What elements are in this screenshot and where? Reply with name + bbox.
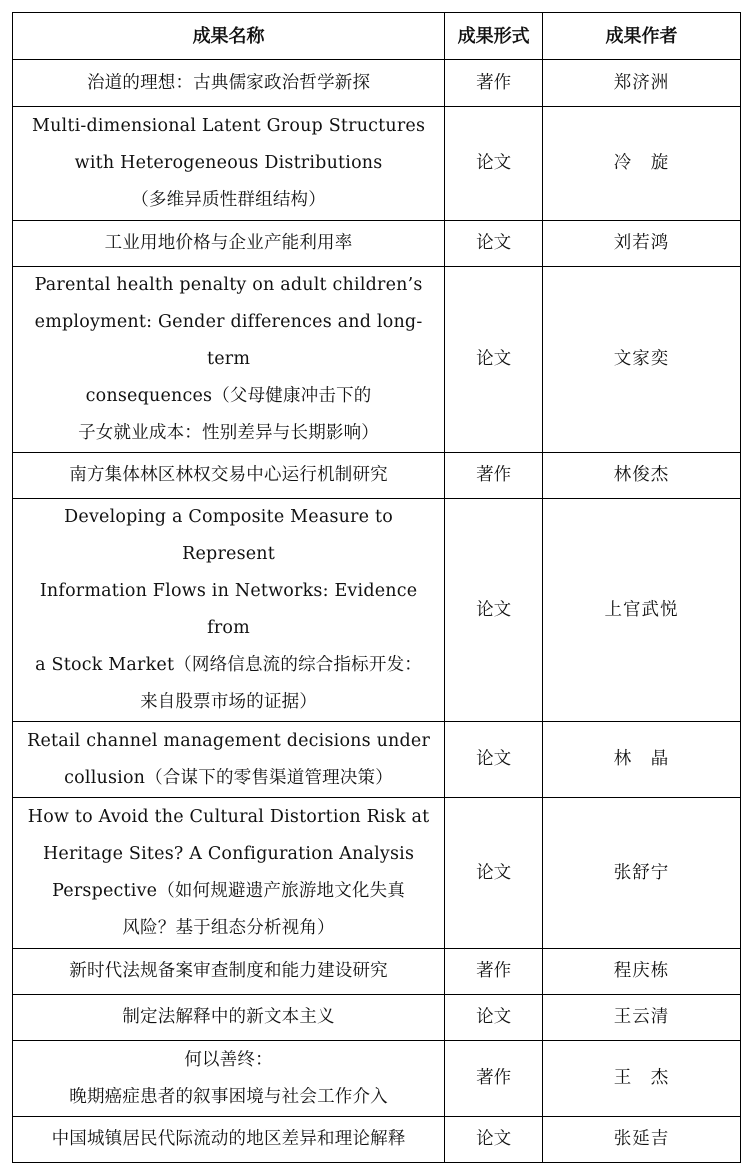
- result-author: 刘若鸿: [543, 221, 741, 267]
- result-title: [13, 267, 445, 453]
- result-title-line: employment: Gender differences and long-term: [34, 312, 423, 369]
- result-title-line: Developing a Composite Measure to Represent: [64, 507, 393, 564]
- result-form: 著作: [445, 1041, 543, 1117]
- result-title-line: consequences（父母健康冲击下的: [85, 386, 372, 406]
- result-title-line: 新时代法规备案审查制度和能力建设研究: [69, 961, 388, 981]
- result-author: 张舒宁: [543, 798, 741, 949]
- table-row: [13, 499, 741, 722]
- result-title-line: 风险？基于组态分析视角）: [122, 918, 335, 938]
- result-title: [13, 949, 445, 995]
- result-form: 著作: [445, 453, 543, 499]
- result-form: 论文: [445, 221, 543, 267]
- table-row: [13, 722, 741, 798]
- result-title: [13, 221, 445, 267]
- table-row: [13, 453, 741, 499]
- result-author: 程庆栋: [543, 949, 741, 995]
- result-title-line: 制定法解释中的新文本主义: [122, 1007, 335, 1027]
- table-row: [13, 949, 741, 995]
- result-title-line: 子女就业成本：性别差异与长期影响）: [78, 423, 380, 443]
- table-row: [13, 221, 741, 267]
- result-author: 林俊杰: [543, 453, 741, 499]
- result-author: 冷 旋: [543, 107, 741, 221]
- table-row: [13, 107, 741, 221]
- result-author: 上官武悦: [543, 499, 741, 722]
- result-title-line: collusion（合谋下的零售渠道管理决策）: [64, 767, 393, 788]
- result-author: 张延吉: [543, 1117, 741, 1163]
- result-form: 著作: [445, 60, 543, 107]
- result-title-line: 工业用地价格与企业产能利用率: [104, 233, 353, 253]
- result-form: 著作: [445, 949, 543, 995]
- header-author: 成果作者: [543, 13, 741, 60]
- result-title-line: Perspective（如何规避遗产旅游地文化失真: [52, 881, 406, 901]
- result-title: [13, 1117, 445, 1163]
- result-title-line: Heritage Sites? A Configuration Analysis: [42, 844, 415, 864]
- result-title-line: 何以善终：: [184, 1049, 273, 1070]
- header-form: 成果形式: [445, 13, 543, 60]
- result-title-line: with Heterogeneous Distributions: [74, 153, 383, 173]
- header-row: [13, 13, 741, 60]
- result-title-line: Information Flows in Networks: Evidence from: [39, 581, 418, 638]
- result-form: 论文: [445, 798, 543, 949]
- header-title: 成果名称: [13, 13, 445, 60]
- result-title-line: 治道的理想：古典儒家政治哲学新探: [86, 72, 371, 93]
- result-title-line: 晚期癌症患者的叙事困境与社会工作介入: [69, 1086, 388, 1107]
- result-form: 论文: [445, 499, 543, 722]
- table-row: [13, 60, 741, 107]
- table-row: [13, 995, 741, 1041]
- result-form: 论文: [445, 107, 543, 221]
- results-table: [12, 12, 741, 1163]
- result-form: 论文: [445, 267, 543, 453]
- result-title: [13, 453, 445, 499]
- table-row: [13, 267, 741, 453]
- table-body: [13, 60, 741, 1163]
- result-title-line: a Stock Market（网络信息流的综合指标开发：: [35, 655, 422, 675]
- result-title: [13, 60, 445, 107]
- table-row: [13, 798, 741, 949]
- result-author: 林 晶: [543, 722, 741, 798]
- result-title: [13, 1041, 445, 1117]
- result-author: 郑济洲: [543, 60, 741, 107]
- result-title: [13, 798, 445, 949]
- result-form: 论文: [445, 722, 543, 798]
- result-title-line: 南方集体林区林权交易中心运行机制研究: [69, 465, 388, 485]
- result-title: [13, 722, 445, 798]
- result-title-line: Parental health penalty on adult children’s: [34, 275, 423, 295]
- result-form: 论文: [445, 995, 543, 1041]
- table-row: [13, 1041, 741, 1117]
- result-title: [13, 995, 445, 1041]
- result-form: 论文: [445, 1117, 543, 1163]
- result-title-line: Retail channel management decisions under: [27, 730, 431, 751]
- result-title: [13, 107, 445, 221]
- result-author: 王 杰: [543, 1041, 741, 1117]
- result-title-line: 中国城镇居民代际流动的地区差异和理论解释: [51, 1129, 406, 1149]
- result-title-line: Multi-dimensional Latent Group Structures: [31, 116, 426, 136]
- result-author: 王云清: [543, 995, 741, 1041]
- result-author: 文家奕: [543, 267, 741, 453]
- result-title: [13, 499, 445, 722]
- result-title-line: （多维异质性群组结构）: [131, 190, 326, 210]
- result-title-line: 来自股票市场的证据）: [140, 692, 318, 712]
- table-row: [13, 1117, 741, 1163]
- result-title-line: How to Avoid the Cultural Distortion Risk at: [27, 807, 430, 827]
